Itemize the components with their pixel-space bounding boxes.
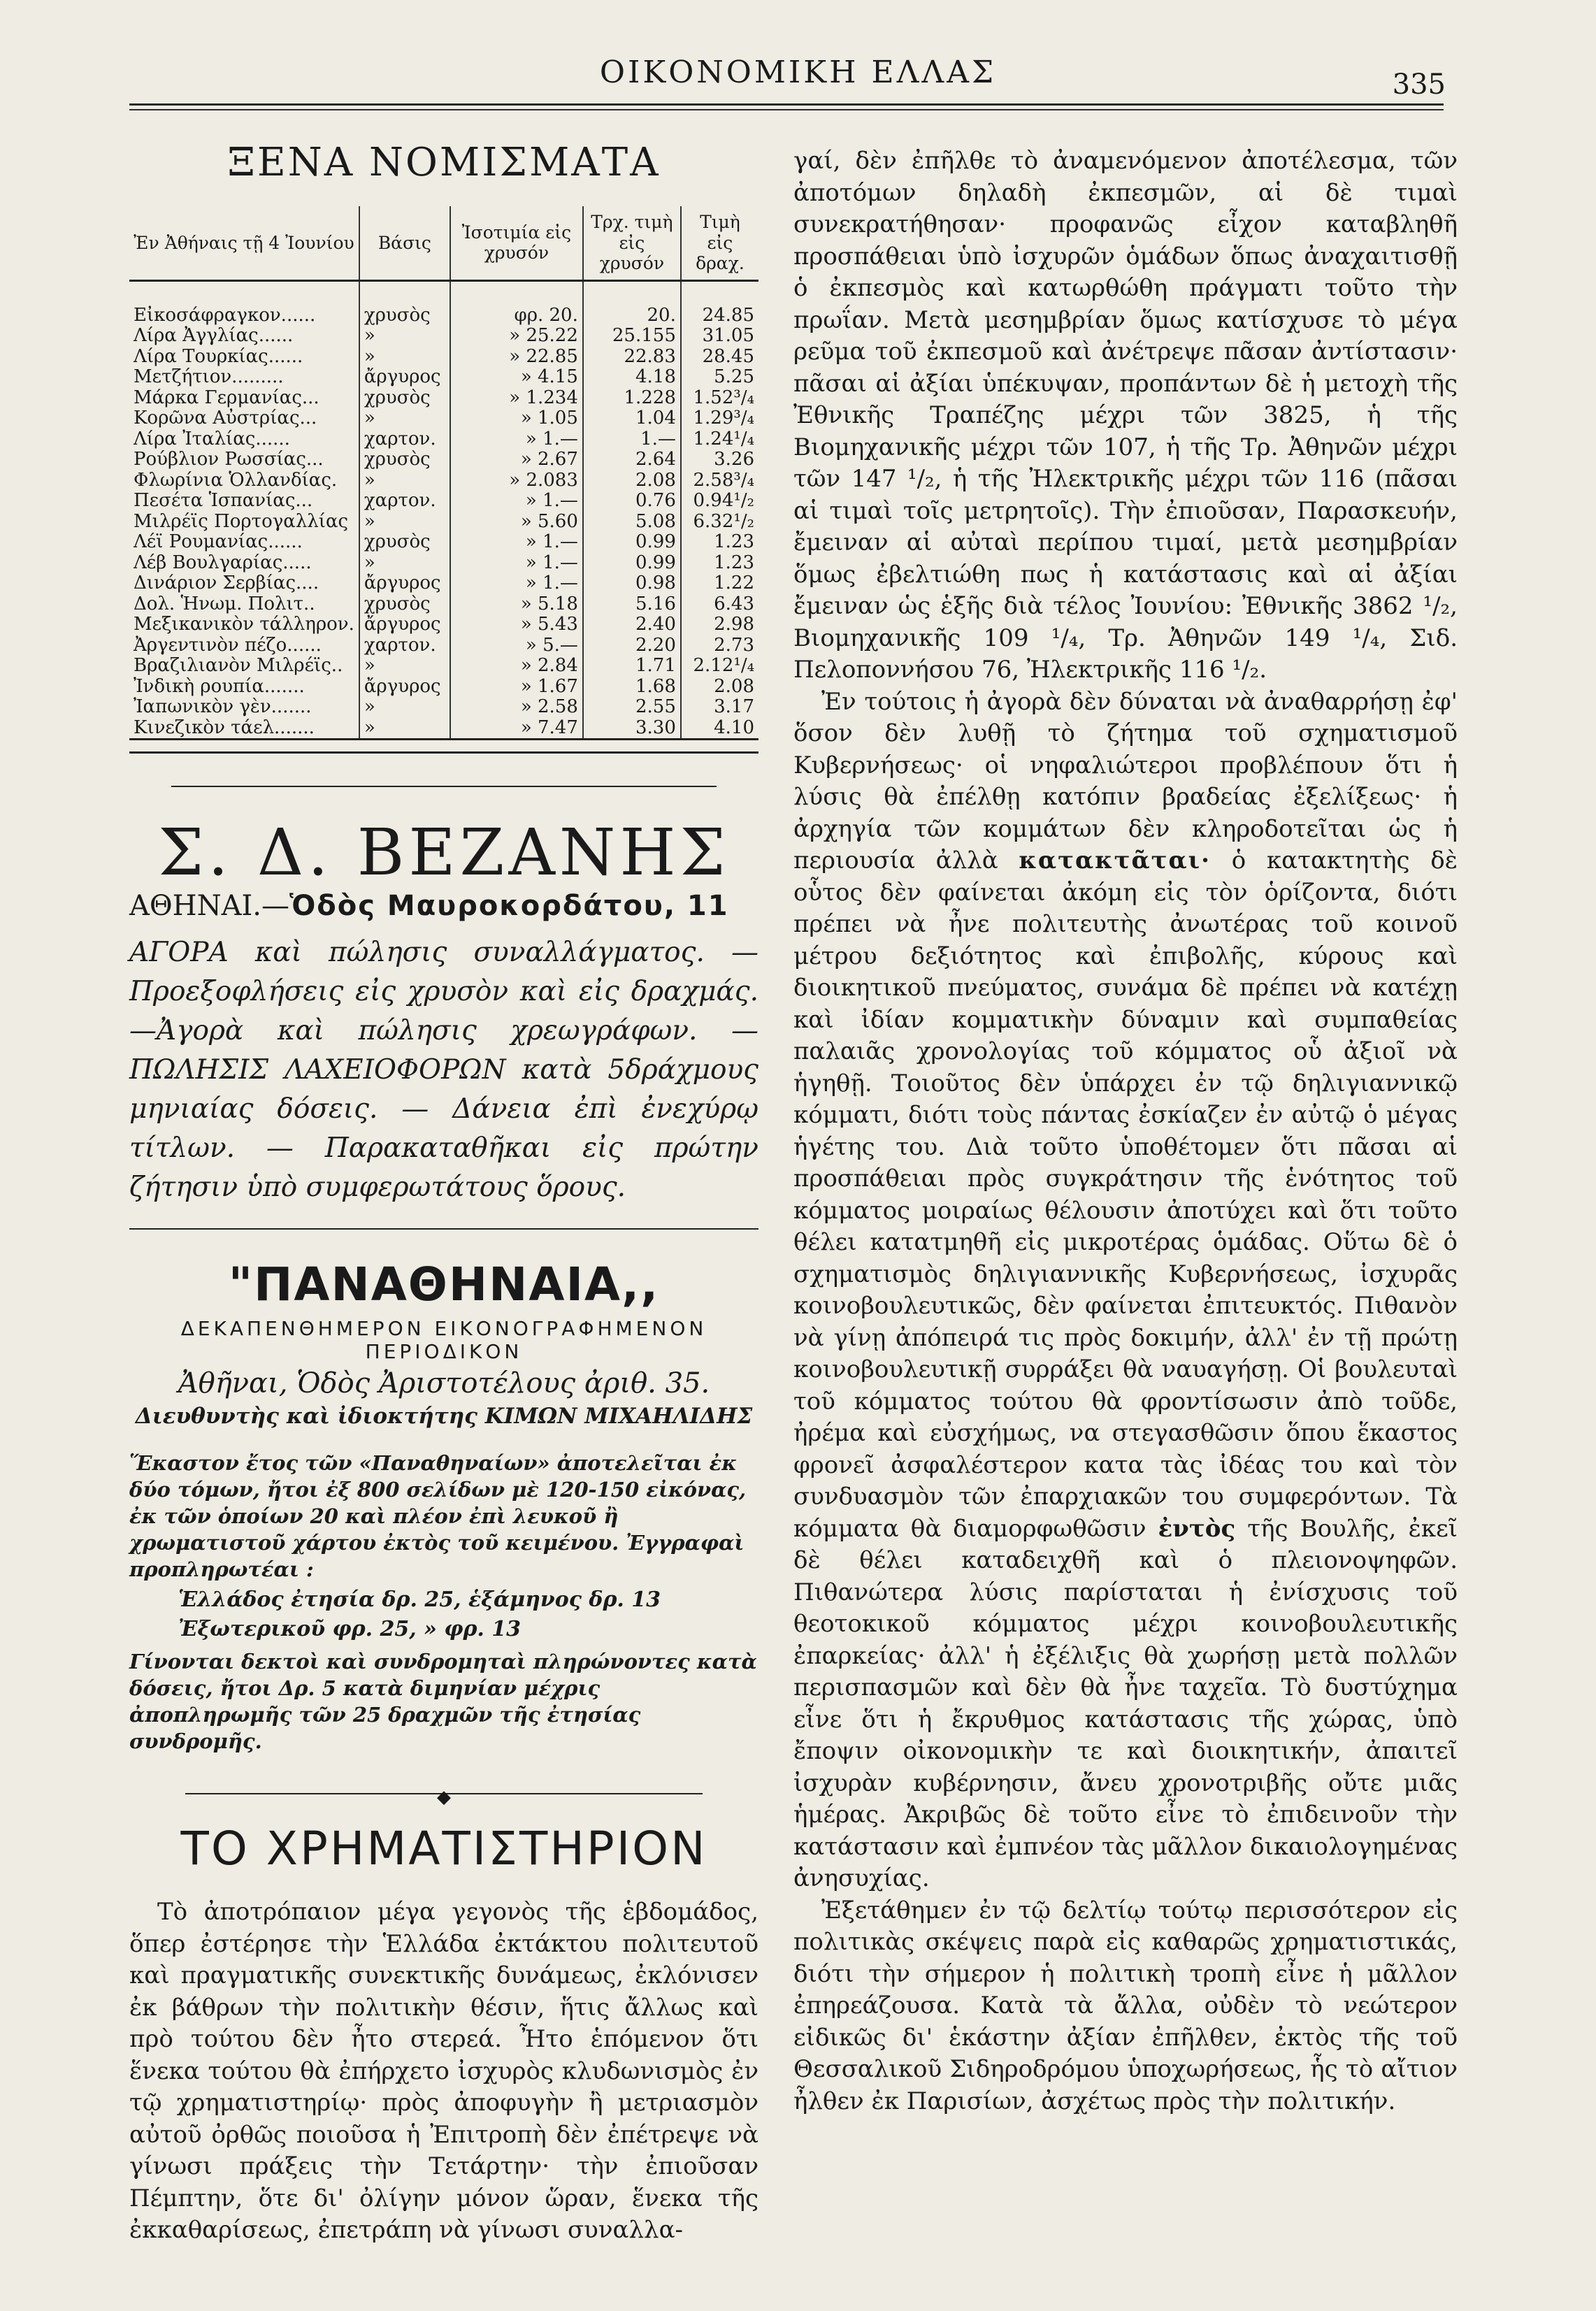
currency-name: Ἰνδικὴ ρουπία....... [134, 675, 305, 697]
right-paragraph-2-spaced: κατακτᾶται· [1019, 847, 1211, 874]
currency-basis: χαρτον. [359, 635, 450, 656]
currency-name: Λίρα Τουρκίας...... [134, 345, 303, 367]
currency-name: Δολ. Ἡνωμ. Πολιτ.. [134, 593, 315, 614]
table-bottom-rule [129, 751, 759, 754]
header-rule [129, 103, 1444, 106]
right-paragraph-1: γαί, δὲν ἐπῆλθε τὸ ἀναμενόμενον ἀποτέλεσμα, τῶν ἀποτόμων δηλαδὴ ἐκπεσμῶν, αἱ δὲ τιμαὶ συνεκρατήθησαν· προφανῶς εἶχον καταβληθῆ προσπάθειαι ὑπὸ ἰσχυρῶν ὁμάδων ὅπως ἀναχαιτισθῇ ὁ ἐκπεσμὸς καὶ κατωρθώθη πράγματι τοῦτο τὴν πρωΐαν. Μετὰ μεσημβρίαν ὅμως κατίσχυσε τὸ μέγα ρεῦμα τοῦ ἐκπεσμοῦ καὶ ἀνέτρεψε πᾶσαν ἀντίστασιν· πᾶσαι αἱ ἀξίαι ὑπέκυψαν, προπάντων δὲ ἡ μετοχὴ τῆς Ἐθνικῆς Τραπέζης μέχρι τῶν 3825, ἡ τῆς Βιομηχανικῆς μέχρι τῶν 107, ἡ τῆς Τρ. Ἀθηνῶν μέχρι τῶν 147 ¹/₂, ἡ τῆς Ἠλεκτρικῆς μέχρι τῶν 116 (πᾶσαι αἱ τιμαὶ τοῖς μετρητοῖς). Τὴν ἐπιοῦσαν, Παρασκευήν, ἔμειναν αἱ αὐταὶ περίπου τιμαί, μετὰ μεσημβρίαν ὅμως ἐβελτιώθη πως ἡ κατάστασις καὶ αἱ ἀξίαι ἔμειναν ὡς ἑξῆς διὰ τέλος Ἰουνίου: Ἐθνικῆς 3862 ¹/₂, Βιομηχανικῆς 109 ¹/₄, Τρ. Ἀθηνῶν 149 ¹/₄, Σιδ. Πελοποννήσου 76, Ἠλεκτρικῆς 116 ¹/₂. [793, 147, 1458, 684]
currency-drachma-price: 0.94¹/₂ [681, 491, 759, 512]
currency-basis: » [359, 512, 450, 533]
currency-gold-price: 5.16 [583, 594, 681, 615]
currency-basis: χαρτον. [359, 491, 450, 512]
currency-row [129, 326, 759, 347]
currency-gold-price: 4.18 [583, 367, 681, 388]
currency-row [129, 491, 759, 512]
currency-basis: ἄργυρος [359, 367, 450, 388]
currency-parity: » 1.— [450, 573, 583, 594]
currency-row [129, 532, 759, 553]
currency-name: Πεσέτα Ἱσπανίας... [134, 490, 313, 511]
currency-parity: » 2.083 [450, 470, 583, 491]
currency-drachma-price: 3.26 [681, 449, 759, 470]
currency-parity: » 1.— [450, 553, 583, 574]
ornament-diamond: ◆ [437, 1787, 451, 1808]
currency-gold-price: 2.40 [583, 614, 681, 635]
currency-name: Ρούβλιον Ρωσσίας... [134, 449, 324, 470]
currency-parity: » 25.22 [450, 326, 583, 347]
currency-basis: ἄργυρος [359, 573, 450, 594]
currency-basis: » [359, 408, 450, 429]
currency-drachma-price: 31.05 [681, 326, 759, 347]
right-column-text [793, 145, 1458, 2117]
col-basis: Βάσις [359, 206, 450, 280]
right-paragraph-2-b: ὁ κατακτητὴς δὲ οὗτος δὲν φαίνεται ἀκόμη εἰς τὸν ὁρίζοντα, διότι πρέπει νὰ ἦνε πολιτευτὴς ἀνωτέρας τοῦ κοινοῦ μέτρου δεξιότητος καὶ ἐπιβολῆς, κύρους καὶ διοικητικοῦ πνεύματος, συνάμα δὲ πρέπει νὰ κατέχῃ καὶ ἰδίαν κομματικὴν δύναμιν καὶ συμπαθείας παλαιᾶς χρονολογίας τοῦ κόμματος οὗ ἀξιοῖ νὰ ἡγηθῇ. Τοιοῦτος δὲν ὑπάρχει ἐν τῷ δηλιγιαννικῷ κόμματι, διότι τοὺς πάντας ἐσκίαζεν ἐν αὐτῷ ὁ μέγας ἡγέτης του. Διὰ τοῦτο ὑποθέτομεν ὅτι πᾶσαι αἱ προσπάθειαι πρὸς συγκράτησιν τῆς ἑνότητος τοῦ κόμματος μοιραίως θέλουσιν ἀποτύχει καὶ ὅτι τοῦτο θέλει κατατμηθῆ εἰς μικροτέρας ὁμάδας. Οὕτω δὲ ὁ σχηματισμὸς δηλιγιαννικῆς Κυβερνήσεως, ἰσχυρᾶς κοινοβουλευτικῶς, δὲν φαίνεται ἐπιτευκτός. Πιθανὸν νὰ γίνῃ ἀπόπειρά τις πρὸς δοκιμήν, ἀλλ' ἐν τῇ πρώτῃ κοινοβουλευτικῇ συρράξει θὰ ναυαγήσῃ. Οἱ βουλευταὶ τοῦ κόμματος τούτου θὰ φροντίσωσιν ἀπὸ τοῦδε, ἠρέμα καὶ εὐσχήμως, να στεγασθῶσιν ὅπου ἕκαστος φρονεῖ ἀσφαλέστερον κατα τὰς ἰδέας του καὶ τὸν συνδυασμὸν τῶν ἐπαρχιακῶν του συμφερόντων. Τὰ κόμματα θὰ διαμορφωθῶσιν [793, 847, 1458, 1543]
currency-gold-price: 0.76 [583, 491, 681, 512]
currency-row [129, 429, 759, 450]
chrimatistirion-title: ΤΟ ΧΡΗΜΑΤΙΣΤΗΡΙΟΝ [180, 1822, 707, 1876]
panathinaia-title: "ΠΑΝΑΘΗΝΑΙΑ,, [228, 1258, 660, 1311]
currency-name: Ἀργεντινὸν πέζο...... [134, 634, 322, 656]
currency-row [129, 635, 759, 656]
currency-basis: » [359, 697, 450, 718]
currency-row [129, 449, 759, 470]
currency-gold-price: 25.155 [583, 326, 681, 347]
currency-gold-price: 1.228 [583, 388, 681, 409]
currency-parity: » 4.15 [450, 367, 583, 388]
currency-drachma-price: 1.23 [681, 553, 759, 574]
currency-name: Φλωρίνια Ὁλλανδίας. [134, 469, 338, 491]
currency-gold-price: 0.99 [583, 553, 681, 574]
panathinaia-footer-text: Γίνονται δεκτοὶ καὶ συνδρομηταὶ πληρώνοντες κατὰ δόσεις, ἤτοι Δρ. 5 κατὰ διμηνίαν μέχρις ἀποπληρωμῆς τῶν 25 δραχμῶν τῆς ἐτησίας συνδρομῆς. [129, 1650, 757, 1753]
price-greece: Ἑλλάδος ἐτησία δρ. 25, ἑξάμηνος δρ. 13 [178, 1588, 661, 1612]
currency-basis: » [359, 656, 450, 677]
currency-drachma-price: 1.24¹/₄ [681, 429, 759, 450]
currency-parity: » 5.18 [450, 594, 583, 615]
currency-drachma-price: 2.12¹/₄ [681, 656, 759, 677]
currency-name: Μιλρέϊς Πορτογαλλίας [134, 510, 349, 532]
xena-title: ΞΕΝΑ ΝΟΜΙΣΜΑΤΑ [227, 140, 661, 185]
currency-drachma-price: 6.32¹/₂ [681, 512, 759, 533]
right-paragraph-2 [793, 686, 1458, 1895]
currency-gold-price: 0.99 [583, 532, 681, 553]
currency-basis: χρυσὸς [359, 305, 450, 326]
currency-drachma-price: 3.17 [681, 697, 759, 718]
currency-basis: ἄργυρος [359, 614, 450, 635]
currency-row [129, 388, 759, 409]
currency-row [129, 594, 759, 615]
currency-parity: » 1.05 [450, 408, 583, 429]
currency-gold-price: 1.04 [583, 408, 681, 429]
currency-name: Εἰκοσάφραγκον...... [134, 304, 316, 326]
currency-drachma-price: 4.10 [681, 718, 759, 740]
currency-name: Βραζιλιανὸν Μιλρέϊς.. [134, 655, 343, 676]
currency-drachma-price: 5.25 [681, 367, 759, 388]
currency-gold-price: 1.71 [583, 656, 681, 677]
vezanis-name: Σ. Δ. ΒΕΖΑΝΗΣ [158, 815, 730, 890]
right-column [793, 145, 1458, 2117]
panathinaia-subtitle: ΔΕΚΑΠΕΝΘΗΜΕΡΟΝ ΕΙΚΟΝΟΓΡΑΦΗΜΕΝΟΝ ΠΕΡΙΟΔΙΚΟΝ [180, 1317, 707, 1363]
currency-parity: » 7.47 [450, 718, 583, 740]
vezanis-street: Ὁδὸς Μαυροκορδάτου, 11 [289, 890, 729, 922]
currency-name: Λίρα Ἰταλίας...... [134, 428, 290, 449]
currency-name: Μεξικανικὸν τάλληρον. [134, 614, 354, 635]
currency-name: Δινάριον Σερβίας.... [134, 573, 319, 593]
currency-basis: χρυσὸς [359, 532, 450, 553]
currency-basis: » [359, 470, 450, 491]
currency-basis: χρυσὸς [359, 594, 450, 615]
currency-drachma-price: 1.22 [681, 573, 759, 594]
currency-parity: » 5.60 [450, 512, 583, 533]
currency-name: Κορῶνα Αὐστρίας... [134, 408, 317, 429]
currency-row [129, 305, 759, 326]
currency-basis: » [359, 553, 450, 574]
currency-parity: » 1.67 [450, 677, 583, 698]
currency-parity: » 2.67 [450, 449, 583, 470]
currency-drachma-price: 2.73 [681, 635, 759, 656]
currency-row [129, 470, 759, 491]
currency-name: Μάρκα Γερμανίας... [134, 387, 319, 408]
chrimatistirion-left-text [129, 1896, 759, 2247]
left-column [129, 140, 759, 2247]
header-rule-2 [129, 109, 1444, 110]
currency-basis: » [359, 347, 450, 368]
currency-gold-price: 20. [583, 305, 681, 326]
currency-parity: φρ. 20. [450, 305, 583, 326]
currency-row [129, 718, 759, 740]
vezanis-text: ΑΓΟΡΑ καὶ πώλησις συναλλάγματος. — Προεξοφλήσεις εἰς χρυσὸν καὶ εἰς δραχμάς.—Ἀγορὰ καὶ πώλησις χρεωγράφων. — ΠΩΛΗΣΙΣ ΛΑΧΕΙΟΦΟΡΩΝ κατὰ 5δράχμους μηνιαίας δόσεις. — Δάνεια ἐπὶ ἐνεχύρῳ τίτλων. — Παρακαταθῆκαι εἰς πρώτην ζήτησιν ὑπὸ συμφερωτάτους ὅρους. [129, 937, 759, 1203]
col-parity: Ἰσοτιμία εἰς χρυσόν [450, 206, 583, 280]
vezanis-city: ΑΘΗΝΑΙ.— [129, 890, 289, 922]
currency-parity: » 5.— [450, 635, 583, 656]
currency-name: Μετζήτιον......... [134, 366, 284, 387]
currency-parity: » 2.84 [450, 656, 583, 677]
currency-table-body [129, 280, 759, 740]
currency-table-header [129, 206, 759, 280]
currency-drachma-price: 1.23 [681, 532, 759, 553]
currency-name: Ἰαπωνικὸν γὲν....... [134, 696, 312, 717]
panathinaia-prices [129, 1585, 759, 1644]
currency-drachma-price: 24.85 [681, 305, 759, 326]
currency-name: Λέϊ Ρουμανίας...... [134, 531, 303, 552]
currency-gold-price: 1.68 [583, 677, 681, 698]
col-date: Ἐν Ἀθήναις τῇ 4 Ἰουνίου [129, 206, 359, 280]
currency-name: Λίρα Ἀγγλίας...... [134, 325, 294, 346]
currency-gold-price: 22.83 [583, 347, 681, 368]
currency-parity: » 22.85 [450, 347, 583, 368]
currency-row [129, 408, 759, 429]
currency-gold-price: 0.98 [583, 573, 681, 594]
currency-row [129, 347, 759, 368]
running-title: ΟΙΚΟΝΟΜΙΚΗ ΕΛΛΑΣ [599, 55, 997, 90]
currency-basis: χρυσὸς [359, 449, 450, 470]
separator-rule-2 [129, 1228, 759, 1230]
currency-parity: » 5.43 [450, 614, 583, 635]
right-paragraph-2-bold: ἐντὸς [1158, 1514, 1236, 1543]
currency-row [129, 367, 759, 388]
separator-rule [171, 786, 717, 787]
currency-drachma-price: 28.45 [681, 347, 759, 368]
right-paragraph-3: Ἐξετάθημεν ἐν τῷ δελτίῳ τούτῳ περισσότερον εἰς πολιτικὰς σκέψεις παρὰ εἰς καθαρῶς χρηματιστικάς, διότι τὴν σήμερον ἡ πολιτικὴ τροπὴ εἶνε ἡ μᾶλλον ἐπηρεάζουσα. Κατὰ τὰ ἄλλα, οὐδὲν τὸ νεώτερον εἰδικῶς δι' ἑκάστην ἀξίαν ἐπῆλθεν, ἐκτὸς τῆς τοῦ Θεσσαλικοῦ Σιδηροδρόμου ὑποχωρήσεως, ἧς τὸ αἴτιον ἦλθεν ἐκ Παρισίων, ἀσχέτως πρὸς τὴν πολιτικήν. [793, 1896, 1458, 2115]
currency-gold-price: 3.30 [583, 718, 681, 740]
currency-parity: » 1.— [450, 532, 583, 553]
currency-basis: χρυσὸς [359, 388, 450, 409]
currency-row [129, 677, 759, 698]
currency-basis: » [359, 326, 450, 347]
currency-gold-price: 2.64 [583, 449, 681, 470]
currency-parity: » 1.— [450, 429, 583, 450]
currency-drachma-price: 1.52³/₄ [681, 388, 759, 409]
currency-parity: » 1.234 [450, 388, 583, 409]
right-paragraph-2-c: τῆς Βουλῆς, ἐκεῖ δὲ θέλει καταδειχθῆ καὶ ὁ πλειονοψηφῶν. Πιθανώτερα λύσις παρίσταται ἡ ἐνίσχυσις τοῦ θεοτοκικοῦ κόμματος μέχρι κοινοβουλευτικῆς ἐπαρκείας· ἀλλ' ἡ ἐξέλιξις θὰ χωρήσῃ μετὰ πολλῶν περισπασμῶν καὶ δὲν θὰ ἦνε ταχεῖα. Τὸ δυστύχημα εἶνε ὅτι ἡ ἔκρυθμος κατάστασις τῆς χώρας, ὑπὸ ἔποψιν οἰκονομικὴν τε καὶ διοικητικήν, ἀπαιτεῖ ἰσχυρὰν κυβέρνησιν, ἄνευ χρονοτριβῆς οὔτε μιᾶς ἡμέρας. Ἀκριβῶς δὲ τοῦτο εἶνε τὸ ἐπιδεινοῦν τὴν κατάστασιν καὶ ἐμπνέον τὰς μᾶλλον δικαιολογημένας ἀνησυχίας. [793, 1514, 1458, 1892]
currency-drachma-price: 2.58³/₄ [681, 470, 759, 491]
currency-table [129, 206, 759, 746]
panathinaia-description-text: Ἕκαστον ἔτος τῶν «Παναθηναίων» ἀποτελεῖται ἐκ δύο τόμων, ἤτοι ἐξ 800 σελίδων μὲ 120-150 εἰκόνας, ἐκ τῶν ὁποίων 20 καὶ πλέον ἐπὶ λευκοῦ ἢ χρωματιστοῦ χάρτου ἐκτὸς τοῦ κειμένου. Ἐγγραφαὶ προπληρωτέαι : [129, 1451, 747, 1581]
currency-row [129, 656, 759, 677]
currency-drachma-price: 2.98 [681, 614, 759, 635]
currency-drachma-price: 2.08 [681, 677, 759, 698]
page-number: 335 [1392, 69, 1446, 101]
vezanis-address [129, 890, 759, 922]
panathinaia-footer [129, 1648, 759, 1755]
currency-row [129, 512, 759, 533]
currency-parity: » 2.58 [450, 697, 583, 718]
currency-gold-price: 2.55 [583, 697, 681, 718]
currency-parity: » 1.— [450, 491, 583, 512]
ornament-rule [129, 1787, 759, 1808]
panathinaia-location: Ἀθῆναι, Ὁδὸς Ἀριστοτέλους ἀριθ. 35. [178, 1367, 710, 1399]
currency-gold-price: 2.08 [583, 470, 681, 491]
currency-gold-price: 1.— [583, 429, 681, 450]
panathinaia-description [129, 1450, 759, 1583]
currency-basis: χαρτον. [359, 429, 450, 450]
right-paragraph-2-a: Ἐν τούτοις ἡ ἀγορὰ δὲν δύναται νὰ ἀναθαρρήσῃ ἐφ' ὅσον δὲν λυθῇ τὸ ζήτημα τοῦ σχηματισμοῦ Κυβερνήσεως· οἱ νηφαλιώτεροι προβλέπουν ὅτι ἡ λύσις θὰ ἐπέλθῃ κατόπιν βραδείας ἐξελίξεως· ἡ ἀρχηγία τῶν κομμάτων δὲν κληροδοτεῖται ὡς ἡ περιουσία ἀλλὰ [793, 687, 1458, 874]
panathinaia-director: Διευθυντὴς καὶ ἰδιοκτήτης ΚΙΜΩΝ ΜΙΧΑΗΛΙΔΗΣ [135, 1404, 753, 1429]
currency-row [129, 553, 759, 574]
currency-row [129, 573, 759, 594]
currency-drachma-price: 1.29³/₄ [681, 408, 759, 429]
chrimatistirion-paragraph: Τὸ ἀποτρόπαιον μέγα γεγονὸς τῆς ἑβδομάδος, ὅπερ ἐστέρησε τὴν Ἑλλάδα ἐκτάκτου πολιτευτοῦ καὶ πραγματικῆς συνεκτικῆς δυνάμεως, ἐκλόνισεν ἐκ βάθρων τὴν πολιτικὴν θέσιν, ἥτις ἄλλως καὶ πρὸ τούτου δὲν ἦτο στερεά. Ἦτο ἑπόμενον ὅτι ἕνεκα τούτου θὰ ἐπήρχετο ἰσχυρὸς κλυδωνισμὸς ἐν τῷ χρηματιστηρίῳ· πρὸς ἀποφυγὴν ἢ μετριασμὸν αὐτοῦ ὀρθῶς ποιοῦσα ἡ Ἐπιτροπὴ δὲν ἐπέτρεψε νὰ γίνωσι πράξεις τὴν Τετάρτην· τὴν ἐπιοῦσαν Πέμπτην, ὅτε δι' ὀλίγην μόνον ὥραν, ἕνεκα τῆς ἐκκαθαρίσεως, ἐπετράπη νὰ γίνωσι συναλλα- [129, 1898, 759, 2244]
col-drachma-price: Τιμὴ εἰς δραχ. [681, 206, 759, 280]
currency-gold-price: 5.08 [583, 512, 681, 533]
currency-basis: » [359, 718, 450, 740]
col-gold-price: Τρχ. τιμὴ εἰς χρυσόν [583, 206, 681, 280]
currency-gold-price: 2.20 [583, 635, 681, 656]
currency-name: Λέβ Βουλγαρίας..... [134, 552, 312, 573]
currency-basis: ἄργυρος [359, 677, 450, 698]
currency-drachma-price: 6.43 [681, 594, 759, 615]
currency-row [129, 697, 759, 718]
currency-row [129, 614, 759, 635]
price-abroad: Ἐξωτερικοῦ φρ. 25, » φρ. 13 [178, 1617, 522, 1641]
currency-name: Κινεζικὸν τάελ....... [134, 717, 315, 738]
